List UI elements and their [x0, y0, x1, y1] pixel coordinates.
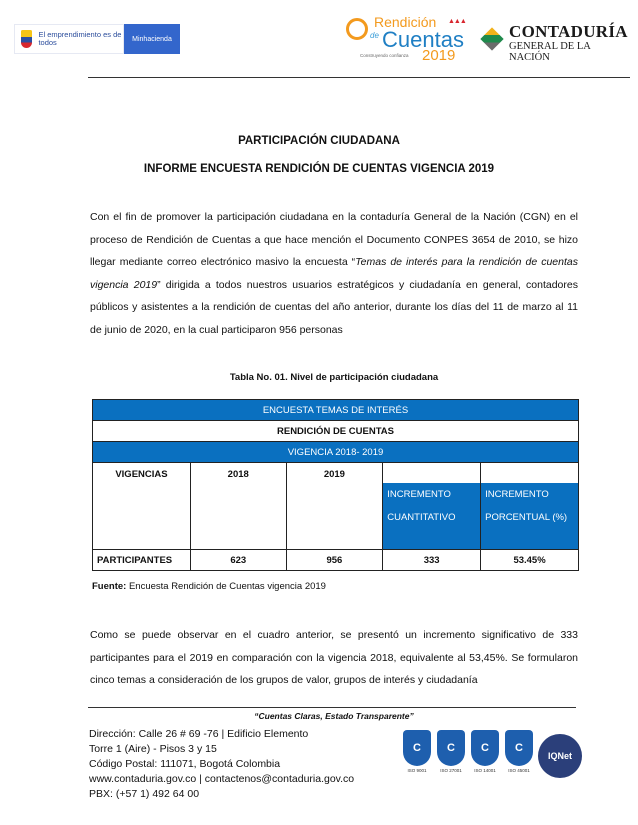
- address-line: Dirección: Calle 26 # 69 -76 | Edificio Elemento: [89, 728, 309, 740]
- participation-table: [92, 399, 579, 571]
- rc-logo-year: 2019: [422, 47, 456, 64]
- cert-code: ISO 45001: [508, 768, 530, 773]
- cert-logo: [470, 730, 500, 792]
- table-header-survey: ENCUESTA TEMAS DE INTERÉS: [93, 400, 579, 421]
- address-contact-line[interactable]: www.contaduria.gov.co | contactenos@contaduria.gov.co: [89, 773, 355, 785]
- rc-emblem-icon: [346, 18, 368, 40]
- cert-logo: [436, 730, 466, 792]
- table-source: [92, 581, 326, 592]
- certification-logos: [402, 730, 582, 792]
- intro-survey-name: Temas de interés para la rendición de cuentas vigencia 2019: [90, 256, 578, 291]
- rc-people-icon: ▲▲▲: [448, 18, 466, 25]
- cert-code: ISO 14001: [474, 768, 496, 773]
- header-divider: [88, 77, 630, 78]
- cert-seal-icon: C: [437, 730, 465, 766]
- cgn-logo-line1: CONTADURÍA: [509, 22, 628, 41]
- government-logo: [14, 24, 180, 54]
- cgn-diamond-icon: [480, 27, 503, 50]
- address-line: Torre 1 (Aire) - Pisos 3 y 15: [89, 743, 217, 755]
- analysis-paragraph: Como se puede observar en el cuadro anterior, se presentó un incremento significativo de 333 participantes para el 2019 en comparación con la vigencia 2018, equivalente al 53,45%. Se formularon cinco temas a consideración de los grupos de valor, grupos de interés y ciudadanía: [90, 629, 578, 686]
- address-line: Código Postal: 111071, Bogotá Colombia: [89, 758, 281, 770]
- rc-logo-tagline: Construyendo confianza: [360, 53, 409, 58]
- col-header-inc-porc: INCREMENTO PORCENTUAL (%): [481, 483, 578, 549]
- address-phone-line: PBX: (+57 1) 492 64 00: [89, 788, 200, 800]
- cert-logo: [504, 730, 534, 792]
- document-subtitle: INFORME ENCUESTA RENDICIÓN DE CUENTAS VIGENCIA 2019: [143, 163, 495, 175]
- gov-logo-text: El emprendimiento es de todos: [38, 30, 122, 47]
- rc-logo-de: de: [370, 31, 379, 40]
- col-header-inc-porc-cell: [481, 463, 579, 550]
- intro-text-1: Con el fin de promover la participación ciudadana en la contaduría General de la Nación (CGN) en el proceso de Rendición de Cuentas a que hace mención el Documento CONPES 3654 de 2010, se hizo llegar mediante correo electrónico masivo la encuesta “: [90, 211, 578, 268]
- iqnet-logo: IQNet: [538, 734, 582, 778]
- cert-logo: [402, 730, 432, 792]
- rendicion-cuentas-logo: [344, 14, 466, 66]
- source-label: Fuente:: [92, 581, 127, 592]
- intro-paragraph: [90, 206, 578, 341]
- minhacienda-logo: Minhacienda: [124, 24, 180, 54]
- col-header-inc-cuant-cell: [383, 463, 481, 550]
- cgn-logo-line2: GENERAL DE LA NACIÓN: [509, 41, 591, 63]
- cell-inc-porc: 53.45%: [481, 550, 579, 571]
- footer-motto: “Cuentas Claras, Estado Transparente”: [254, 711, 414, 721]
- table-caption: Tabla No. 01. Nivel de participación ciudadana: [229, 372, 439, 383]
- table-header-vigencia: VIGENCIA 2018- 2019: [93, 442, 579, 463]
- rc-logo-line1: Rendición: [374, 14, 437, 30]
- table-row: [93, 550, 579, 571]
- rc-logo-line2: Cuentas: [382, 27, 464, 52]
- footer-divider: [88, 707, 576, 708]
- row-label-participantes: PARTICIPANTES: [93, 550, 191, 571]
- cert-seal-icon: C: [505, 730, 533, 766]
- cert-seal-icon: C: [471, 730, 499, 766]
- colombia-shield-icon: [21, 30, 32, 48]
- col-header-2019: 2019: [286, 463, 383, 550]
- cell-2018: 623: [190, 550, 286, 571]
- cell-inc-cuant: 333: [383, 550, 481, 571]
- cert-code: ISO 27001: [440, 768, 462, 773]
- cert-code: ISO 9001: [407, 768, 427, 773]
- cell-2019: 956: [286, 550, 383, 571]
- emprendimiento-logo: [14, 24, 124, 54]
- col-header-inc-cuant: INCREMENTO CUANTITATIVO: [383, 483, 480, 549]
- table-header-rendicion: RENDICIÓN DE CUENTAS: [93, 421, 579, 442]
- intro-text-2: ” dirigida a todos nuestros usuarios estratégicos y ciudadanía en general, contadores públicos y asistentes a la rendición de cuentas del año anterior, durante los días del 11 de marzo al 11 de junio de 2020, en la cual participaron 956 personas: [90, 278, 578, 336]
- document-title: PARTICIPACIÓN CIUDADANA: [238, 135, 400, 147]
- source-text: Encuesta Rendición de Cuentas vigencia 2019: [126, 581, 326, 592]
- cgn-logo: [479, 22, 631, 63]
- col-header-vigencias: VIGENCIAS: [93, 463, 191, 550]
- footer-address: [89, 727, 354, 802]
- cert-seal-icon: C: [403, 730, 431, 766]
- col-header-2018: 2018: [190, 463, 286, 550]
